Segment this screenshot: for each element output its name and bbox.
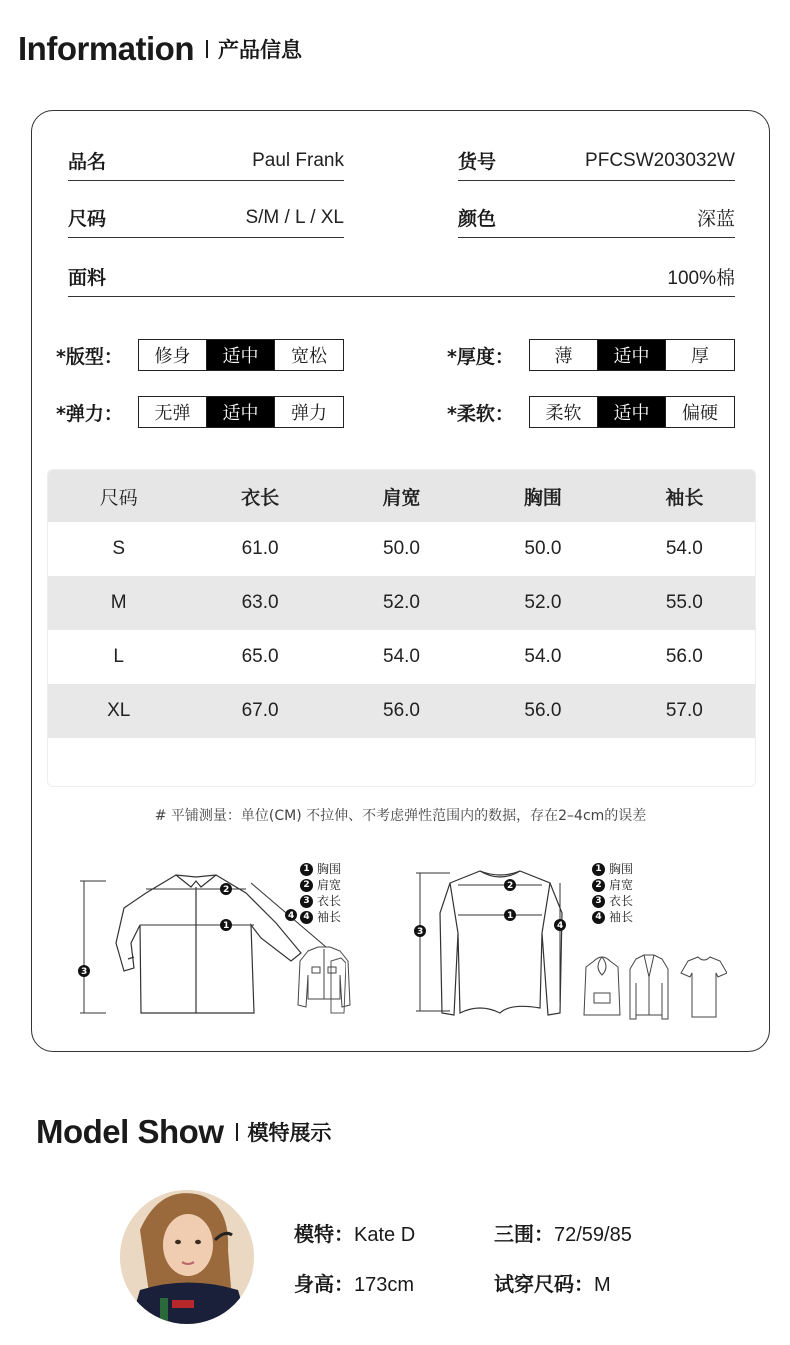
svg-text:3: 3 <box>81 967 88 977</box>
name-field <box>68 141 344 181</box>
table-cell: S <box>112 538 126 559</box>
table-row <box>48 684 755 738</box>
table-cell: M <box>110 592 127 613</box>
thickness-label: *厚度： <box>447 345 514 368</box>
table-cell: 50.0 <box>383 538 420 559</box>
table-cell: 65.0 <box>241 646 279 667</box>
fabric-label: 面料 <box>68 267 107 289</box>
table-cell: 56.0 <box>665 646 703 667</box>
table-cell: 54.0 <box>383 646 420 667</box>
model-avatar <box>120 1190 254 1324</box>
legend-chest: 1 胸围 <box>300 861 341 877</box>
hoodie-icon <box>584 957 620 1015</box>
shirt-legend <box>300 861 341 925</box>
fit-option-slim: 修身 <box>139 340 207 370</box>
thickness-option-medium: 适中 <box>598 340 666 370</box>
sku-field <box>458 141 735 181</box>
size-value: S/M / L / XL <box>245 206 344 228</box>
title-divider <box>236 1123 238 1141</box>
table-cell: 67.0 <box>241 700 279 721</box>
softness-label: *柔软： <box>447 402 514 425</box>
model-name: 模特：Kate D <box>294 1222 416 1246</box>
model-show-title-en: Model Show <box>36 1113 224 1150</box>
thickness-attribute <box>447 339 735 371</box>
legend-length: 3 衣长 <box>592 893 633 909</box>
table-cell: 52.0 <box>383 592 420 613</box>
fit-option-regular: 适中 <box>207 340 275 370</box>
name-label: 品名 <box>68 151 107 173</box>
thickness-option-thin: 薄 <box>530 340 598 370</box>
fabric-field <box>68 257 735 297</box>
garment-icons <box>582 953 727 1023</box>
table-cell: XL <box>107 700 131 721</box>
elasticity-option-none: 无弹 <box>139 397 207 427</box>
sku-value: PFCSW203032W <box>585 149 735 171</box>
measurement-note: # 平铺测量：单位(CM) 不拉伸、不考虑弹性范围内的数据，存在2–4cm的误差 <box>154 808 647 824</box>
legend-chest: 1 胸围 <box>592 861 633 877</box>
fit-option-loose: 宽松 <box>291 346 327 367</box>
header-size: 尺码 <box>99 487 138 509</box>
table-cell: 56.0 <box>524 700 562 721</box>
svg-text:2: 2 <box>507 881 514 891</box>
legend-shoulder: 2 肩宽 <box>592 877 633 893</box>
model-show-heading <box>36 1113 332 1151</box>
elasticity-label: *弹力： <box>56 402 123 425</box>
table-cell: 50.0 <box>524 538 562 559</box>
elasticity-scale <box>138 396 344 428</box>
name-value: Paul Frank <box>252 149 344 171</box>
color-label: 颜色 <box>458 208 497 230</box>
cardigan-icon <box>630 955 668 1019</box>
table-row <box>48 576 755 630</box>
elasticity-option-medium: 适中 <box>207 397 275 427</box>
table-row <box>48 522 755 576</box>
softness-attribute <box>447 396 735 428</box>
legend-sleeve: 4 袖长 <box>300 909 341 925</box>
table-cell: 57.0 <box>665 700 703 721</box>
tshirt-icon <box>681 957 727 1017</box>
header-chest: 胸围 <box>523 487 562 509</box>
model-height: 身高：173cm <box>294 1272 415 1296</box>
svg-text:1: 1 <box>223 921 230 931</box>
fit-attribute <box>56 339 344 371</box>
softness-scale <box>529 396 735 428</box>
size-table-header <box>48 470 755 522</box>
size-field <box>68 198 344 238</box>
size-label: 尺码 <box>68 208 107 230</box>
svg-text:4: 4 <box>288 911 295 921</box>
header-sleeve: 袖长 <box>665 487 704 509</box>
information-title-en: Information <box>18 30 194 67</box>
legend-length: 3 衣长 <box>300 893 341 909</box>
legend-shoulder: 2 肩宽 <box>300 877 341 893</box>
table-cell: 56.0 <box>383 700 420 721</box>
product-info-card <box>31 110 770 1052</box>
svg-text:4: 4 <box>557 921 564 931</box>
table-cell: 52.0 <box>524 592 562 613</box>
size-table <box>47 469 756 787</box>
fabric-value: 100%棉 <box>667 268 735 289</box>
sweatshirt-measurement-diagram <box>410 863 590 1023</box>
table-cell: 61.0 <box>241 538 279 559</box>
table-cell: 55.0 <box>665 592 703 613</box>
information-title-cn: 产品信息 <box>217 38 302 62</box>
model-show-title-cn: 模特展示 <box>247 1121 332 1145</box>
sku-label: 货号 <box>458 151 497 173</box>
softness-option-medium: 适中 <box>598 397 666 427</box>
fit-label: *版型： <box>56 345 123 368</box>
table-cell: 63.0 <box>241 592 279 613</box>
header-length: 衣长 <box>241 487 280 509</box>
table-cell: 54.0 <box>665 538 703 559</box>
table-cell: L <box>113 646 124 667</box>
softness-option-soft: 柔软 <box>530 397 598 427</box>
svg-text:2: 2 <box>223 885 230 895</box>
thickness-scale <box>529 339 735 371</box>
thickness-option-thick: 厚 <box>691 346 709 367</box>
model-try-size: 试穿尺码：M <box>494 1272 611 1296</box>
sweatshirt-legend <box>592 861 633 925</box>
table-row <box>48 630 755 684</box>
header-shoulder: 肩宽 <box>382 487 421 509</box>
svg-text:1: 1 <box>507 911 514 921</box>
table-cell: 54.0 <box>524 646 562 667</box>
softness-option-hard: 偏硬 <box>682 403 718 424</box>
elasticity-attribute <box>56 396 344 428</box>
svg-text:3: 3 <box>417 927 424 937</box>
jacket-icon <box>294 945 354 1017</box>
title-divider <box>206 40 208 58</box>
elasticity-option-stretch: 弹力 <box>291 403 327 424</box>
color-field <box>458 198 735 238</box>
legend-sleeve: 4 袖长 <box>592 909 633 925</box>
color-value: 深蓝 <box>696 209 735 230</box>
fit-scale <box>138 339 344 371</box>
information-heading <box>18 30 302 68</box>
model-measurements: 三围：72/59/85 <box>494 1222 632 1246</box>
